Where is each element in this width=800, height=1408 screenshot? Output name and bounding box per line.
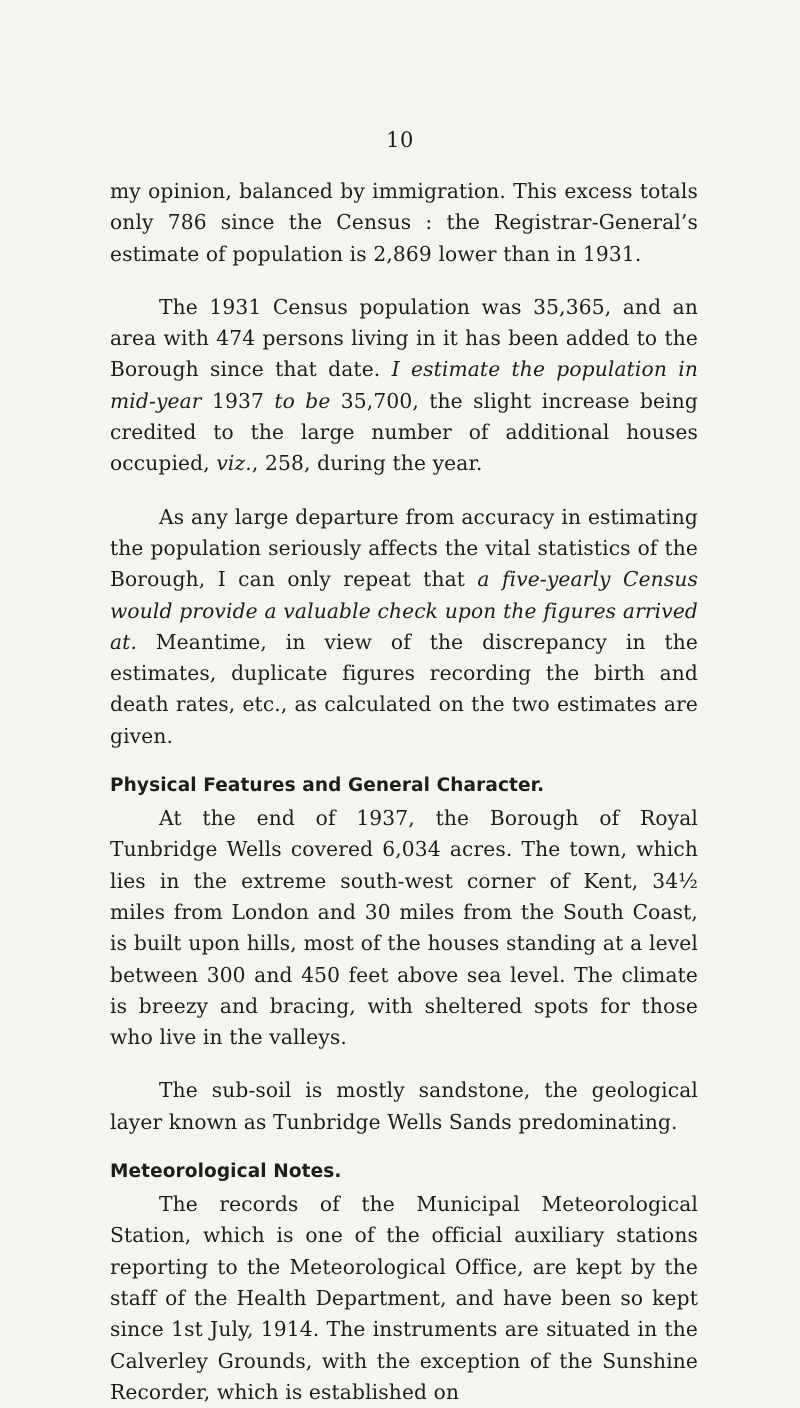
text-run: 35,700, the slight increase being credited to the large number of additional houses occupied, [110,388,698,476]
text-run: As any large departure from accuracy in estimating the population seriously affects the vital statistics of the Borough, I can only repeat that [110,504,698,592]
heading-meteorological-notes: Meteorological Notes. [110,1161,342,1183]
text-run: 1937 [201,388,275,413]
italic-run: viz. [216,451,252,476]
body-text [110,176,698,1408]
italic-run: I estimate the population in mid-year [110,357,698,413]
paragraph-population-excess: my opinion, balanced by immigration. This excess totals only 786 since the Census : the Registrar-General’s estimate of population is 2,869 lower than in 1931. [110,179,698,266]
paragraph-meteorological-records: The records of the Municipal Meteorological Station, which is one of the official auxiliary stations reporting to the Meteorological Office, are kept by the staff of the Health Department, and have been so kept since 1st July, 1914. The instruments are situated in the Calverley Grounds, with the exception of the Sunshine Recorder, which is established on [110,1192,698,1404]
text-run: Meantime, in view of the discrepancy in the estimates, duplicate figures recording the birth and death rates, etc., as calculated on the two estimates are given. [110,629,698,748]
text-run: , 258, during the year. [251,451,483,476]
paragraph-accuracy [110,502,698,752]
italic-run: a five-yearly Census would provide a valuable check upon the figures arrived at. [110,567,698,654]
italic-run: to be [274,388,331,413]
paragraph-borough-description: At the end of 1937, the Borough of Royal Tunbridge Wells covered 6,034 acres. The town, which lies in the extreme south-west corner of Kent, 34½ miles from London and 30 miles from the South Coast, is built upon hills, most of the houses standing at a level between 300 and 450 feet above sea level. The climate is breezy and bracing, with sheltered spots for those who live in the valleys. [110,806,698,1050]
text-run: The 1931 Census population was 35,365, and an area with 474 persons living in it has been added to the Borough since that date. [110,294,698,382]
paragraph-sub-soil: The sub-soil is mostly sandstone, the geological layer known as Tunbridge Wells Sands predominating. [110,1078,698,1134]
heading-physical-features: Physical Features and General Character. [110,775,545,797]
paragraph-census-estimate [110,292,698,480]
page-number: 10 [386,128,414,152]
